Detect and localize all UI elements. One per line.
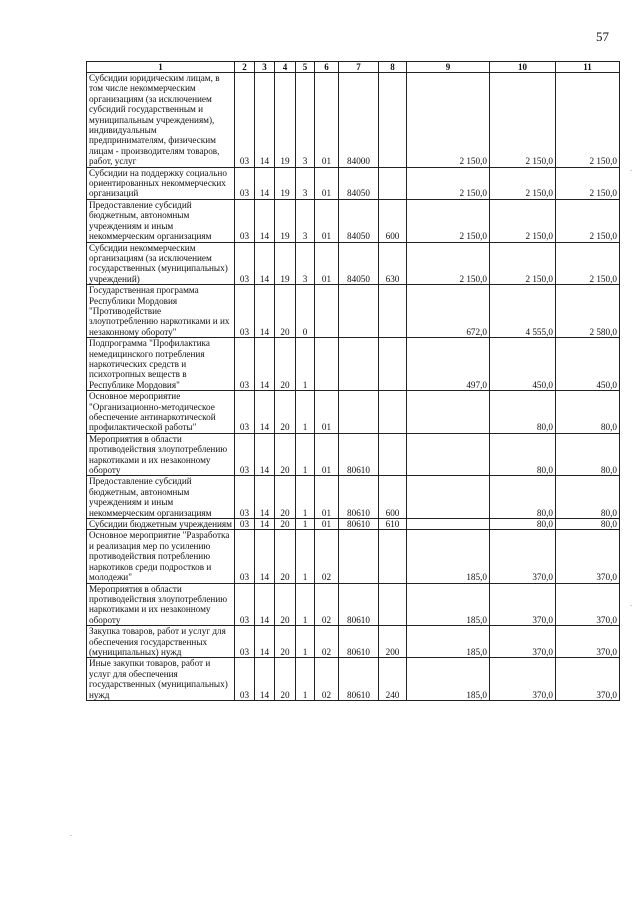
cell-c7: 80610	[339, 519, 379, 530]
cell-c2: 03	[235, 391, 255, 434]
column-header: 4	[275, 62, 296, 73]
cell-c7: 84050	[339, 199, 379, 242]
cell-c5: 3	[296, 167, 315, 199]
cell-c7	[339, 338, 379, 391]
column-header: 1	[87, 62, 235, 73]
cell-c5: 3	[296, 242, 315, 285]
scan-speck: .	[630, 599, 632, 608]
table-row	[87, 391, 620, 434]
row-name: Субсидии юридическим лицам, в том числе некоммерческим организациям (за исключением субсидий государственным и муниципальным учреждениям), индивидуальным предпринимателям, физическим лицам - производителям товаров, работ, услуг	[87, 73, 235, 168]
cell-c9	[407, 476, 490, 519]
cell-c3: 14	[255, 391, 275, 434]
row-name: Подпрограмма "Профилактика немедицинского потребления наркотических средств и психотропных веществ в Республике Мордовия"	[87, 338, 235, 391]
cell-c6	[315, 285, 339, 338]
cell-c8: 600	[379, 199, 407, 242]
cell-c11: 2 150,0	[556, 167, 620, 199]
cell-c11: 80,0	[556, 391, 620, 434]
cell-c9: 185,0	[407, 626, 490, 658]
cell-c9	[407, 433, 490, 476]
cell-c6: 02	[315, 583, 339, 626]
cell-c11: 450,0	[556, 338, 620, 391]
cell-c3: 14	[255, 338, 275, 391]
row-name: Иные закупки товаров, работ и услуг для обеспечения государственных (муниципальных) нужд	[87, 658, 235, 701]
cell-c8	[379, 285, 407, 338]
scan-speck: .	[630, 164, 632, 173]
cell-c2: 03	[235, 530, 255, 583]
row-name: Основное мероприятие "Разработка и реализация мер по усилению противодействия потреблению наркотиков среди подростков и молодежи"	[87, 530, 235, 583]
cell-c8: 610	[379, 519, 407, 530]
cell-c8	[379, 338, 407, 391]
cell-c7: 84050	[339, 242, 379, 285]
cell-c11: 80,0	[556, 433, 620, 476]
cell-c11: 370,0	[556, 658, 620, 701]
cell-c8	[379, 167, 407, 199]
cell-c6: 02	[315, 658, 339, 701]
cell-c8	[379, 391, 407, 434]
cell-c5: 3	[296, 73, 315, 168]
table-row	[87, 530, 620, 583]
column-header: 3	[255, 62, 275, 73]
cell-c2: 03	[235, 519, 255, 530]
cell-c4: 20	[275, 658, 296, 701]
column-header: 10	[490, 62, 556, 73]
cell-c6: 01	[315, 391, 339, 434]
cell-c11: 2 580,0	[556, 285, 620, 338]
cell-c8	[379, 73, 407, 168]
cell-c3: 14	[255, 73, 275, 168]
cell-c5: 3	[296, 199, 315, 242]
cell-c3: 14	[255, 476, 275, 519]
cell-c6: 01	[315, 167, 339, 199]
cell-c11: 2 150,0	[556, 199, 620, 242]
cell-c5: 1	[296, 583, 315, 626]
cell-c2: 03	[235, 242, 255, 285]
cell-c3: 14	[255, 433, 275, 476]
cell-c5: 1	[296, 338, 315, 391]
cell-c5: 1	[296, 433, 315, 476]
cell-c10: 370,0	[490, 583, 556, 626]
cell-c4: 20	[275, 433, 296, 476]
cell-c7: 84000	[339, 73, 379, 168]
cell-c6: 01	[315, 519, 339, 530]
cell-c10: 370,0	[490, 530, 556, 583]
table-row	[87, 658, 620, 701]
column-header: 11	[556, 62, 620, 73]
cell-c10: 2 150,0	[490, 73, 556, 168]
cell-c7: 80610	[339, 583, 379, 626]
cell-c3: 14	[255, 583, 275, 626]
cell-c9: 2 150,0	[407, 199, 490, 242]
cell-c11: 80,0	[556, 519, 620, 530]
cell-c11: 80,0	[556, 476, 620, 519]
table-row	[87, 583, 620, 626]
cell-c4: 19	[275, 73, 296, 168]
table-row	[87, 73, 620, 168]
cell-c7: 80610	[339, 626, 379, 658]
cell-c4: 20	[275, 530, 296, 583]
cell-c2: 03	[235, 338, 255, 391]
cell-c7: 80610	[339, 433, 379, 476]
cell-c10: 80,0	[490, 519, 556, 530]
row-name: Предоставление субсидий бюджетным, автономным учреждениям и иным некоммерческим организациям	[87, 199, 235, 242]
row-name: Субсидии бюджетным учреждениям	[87, 519, 235, 530]
cell-c8: 600	[379, 476, 407, 519]
cell-c4: 20	[275, 338, 296, 391]
cell-c5: 1	[296, 658, 315, 701]
cell-c4: 19	[275, 242, 296, 285]
cell-c6: 02	[315, 626, 339, 658]
cell-c6: 01	[315, 476, 339, 519]
row-name: Мероприятия в области противодействия злоупотреблению наркотиками и их незаконному обороту	[87, 583, 235, 626]
cell-c10: 370,0	[490, 626, 556, 658]
row-name: Мероприятия в области противодействия злоупотреблению наркотиками и их незаконному обороту	[87, 433, 235, 476]
row-name: Закупка товаров, работ и услуг для обеспечения государственных (муниципальных) нужд	[87, 626, 235, 658]
cell-c3: 14	[255, 285, 275, 338]
cell-c6: 01	[315, 242, 339, 285]
cell-c2: 03	[235, 658, 255, 701]
cell-c7: 80610	[339, 476, 379, 519]
table-row	[87, 242, 620, 285]
cell-c2: 03	[235, 433, 255, 476]
cell-c8: 240	[379, 658, 407, 701]
cell-c10: 80,0	[490, 391, 556, 434]
budget-table	[86, 61, 620, 701]
cell-c10: 4 555,0	[490, 285, 556, 338]
column-header: 6	[315, 62, 339, 73]
cell-c8	[379, 583, 407, 626]
cell-c9: 185,0	[407, 583, 490, 626]
scan-speck: .	[70, 829, 72, 838]
cell-c10: 370,0	[490, 658, 556, 701]
cell-c4: 20	[275, 583, 296, 626]
cell-c8: 200	[379, 626, 407, 658]
row-name: Государственная программа Республики Мордовия "Противодействие злоупотреблению наркотиками и их незаконному обороту"	[87, 285, 235, 338]
cell-c8	[379, 530, 407, 583]
cell-c8: 630	[379, 242, 407, 285]
table-row	[87, 519, 620, 530]
cell-c5: 1	[296, 530, 315, 583]
cell-c2: 03	[235, 73, 255, 168]
cell-c4: 20	[275, 285, 296, 338]
table-row	[87, 476, 620, 519]
cell-c4: 20	[275, 519, 296, 530]
column-header: 2	[235, 62, 255, 73]
cell-c10: 80,0	[490, 433, 556, 476]
row-name: Предоставление субсидий бюджетным, автономным учреждениям и иным некоммерческим организациям	[87, 476, 235, 519]
cell-c7	[339, 391, 379, 434]
cell-c7	[339, 285, 379, 338]
cell-c9	[407, 519, 490, 530]
cell-c3: 14	[255, 167, 275, 199]
cell-c4: 19	[275, 199, 296, 242]
cell-c5: 1	[296, 626, 315, 658]
cell-c2: 03	[235, 285, 255, 338]
table-header-row	[87, 62, 620, 73]
cell-c3: 14	[255, 242, 275, 285]
cell-c4: 20	[275, 476, 296, 519]
column-header: 7	[339, 62, 379, 73]
table-row	[87, 199, 620, 242]
table-row	[87, 285, 620, 338]
cell-c5: 1	[296, 476, 315, 519]
cell-c10: 2 150,0	[490, 167, 556, 199]
cell-c7: 84050	[339, 167, 379, 199]
cell-c10: 2 150,0	[490, 199, 556, 242]
cell-c9: 185,0	[407, 530, 490, 583]
cell-c5: 1	[296, 391, 315, 434]
cell-c9: 2 150,0	[407, 73, 490, 168]
cell-c6	[315, 338, 339, 391]
cell-c5: 0	[296, 285, 315, 338]
cell-c9: 185,0	[407, 658, 490, 701]
cell-c4: 20	[275, 626, 296, 658]
cell-c2: 03	[235, 167, 255, 199]
cell-c8	[379, 433, 407, 476]
table-row	[87, 338, 620, 391]
cell-c9: 497,0	[407, 338, 490, 391]
cell-c11: 370,0	[556, 530, 620, 583]
row-name: Основное мероприятие "Организационно-методическое обеспечение антинаркотической профилактической работы"	[87, 391, 235, 434]
cell-c9: 2 150,0	[407, 242, 490, 285]
cell-c2: 03	[235, 626, 255, 658]
cell-c9: 672,0	[407, 285, 490, 338]
cell-c11: 370,0	[556, 626, 620, 658]
cell-c9: 2 150,0	[407, 167, 490, 199]
table-row	[87, 167, 620, 199]
cell-c2: 03	[235, 583, 255, 626]
cell-c3: 14	[255, 199, 275, 242]
cell-c6: 01	[315, 73, 339, 168]
row-name: Субсидии некоммерческим организациям (за исключением государственных (муниципальных) учреждений)	[87, 242, 235, 285]
cell-c9	[407, 391, 490, 434]
cell-c3: 14	[255, 626, 275, 658]
cell-c11: 2 150,0	[556, 242, 620, 285]
cell-c3: 14	[255, 519, 275, 530]
cell-c6: 02	[315, 530, 339, 583]
cell-c7	[339, 530, 379, 583]
cell-c3: 14	[255, 530, 275, 583]
cell-c4: 20	[275, 391, 296, 434]
cell-c5: 1	[296, 519, 315, 530]
cell-c3: 14	[255, 658, 275, 701]
cell-c7: 80610	[339, 658, 379, 701]
column-header: 5	[296, 62, 315, 73]
cell-c6: 01	[315, 433, 339, 476]
cell-c4: 19	[275, 167, 296, 199]
cell-c10: 450,0	[490, 338, 556, 391]
column-header: 9	[407, 62, 490, 73]
cell-c11: 370,0	[556, 583, 620, 626]
row-name: Субсидии на поддержку социально ориентированных некоммерческих организаций	[87, 167, 235, 199]
table-row	[87, 433, 620, 476]
page-number: 57	[596, 29, 609, 44]
cell-c2: 03	[235, 199, 255, 242]
column-header: 8	[379, 62, 407, 73]
cell-c11: 2 150,0	[556, 73, 620, 168]
table-row	[87, 626, 620, 658]
cell-c10: 2 150,0	[490, 242, 556, 285]
cell-c10: 80,0	[490, 476, 556, 519]
cell-c2: 03	[235, 476, 255, 519]
cell-c6: 01	[315, 199, 339, 242]
